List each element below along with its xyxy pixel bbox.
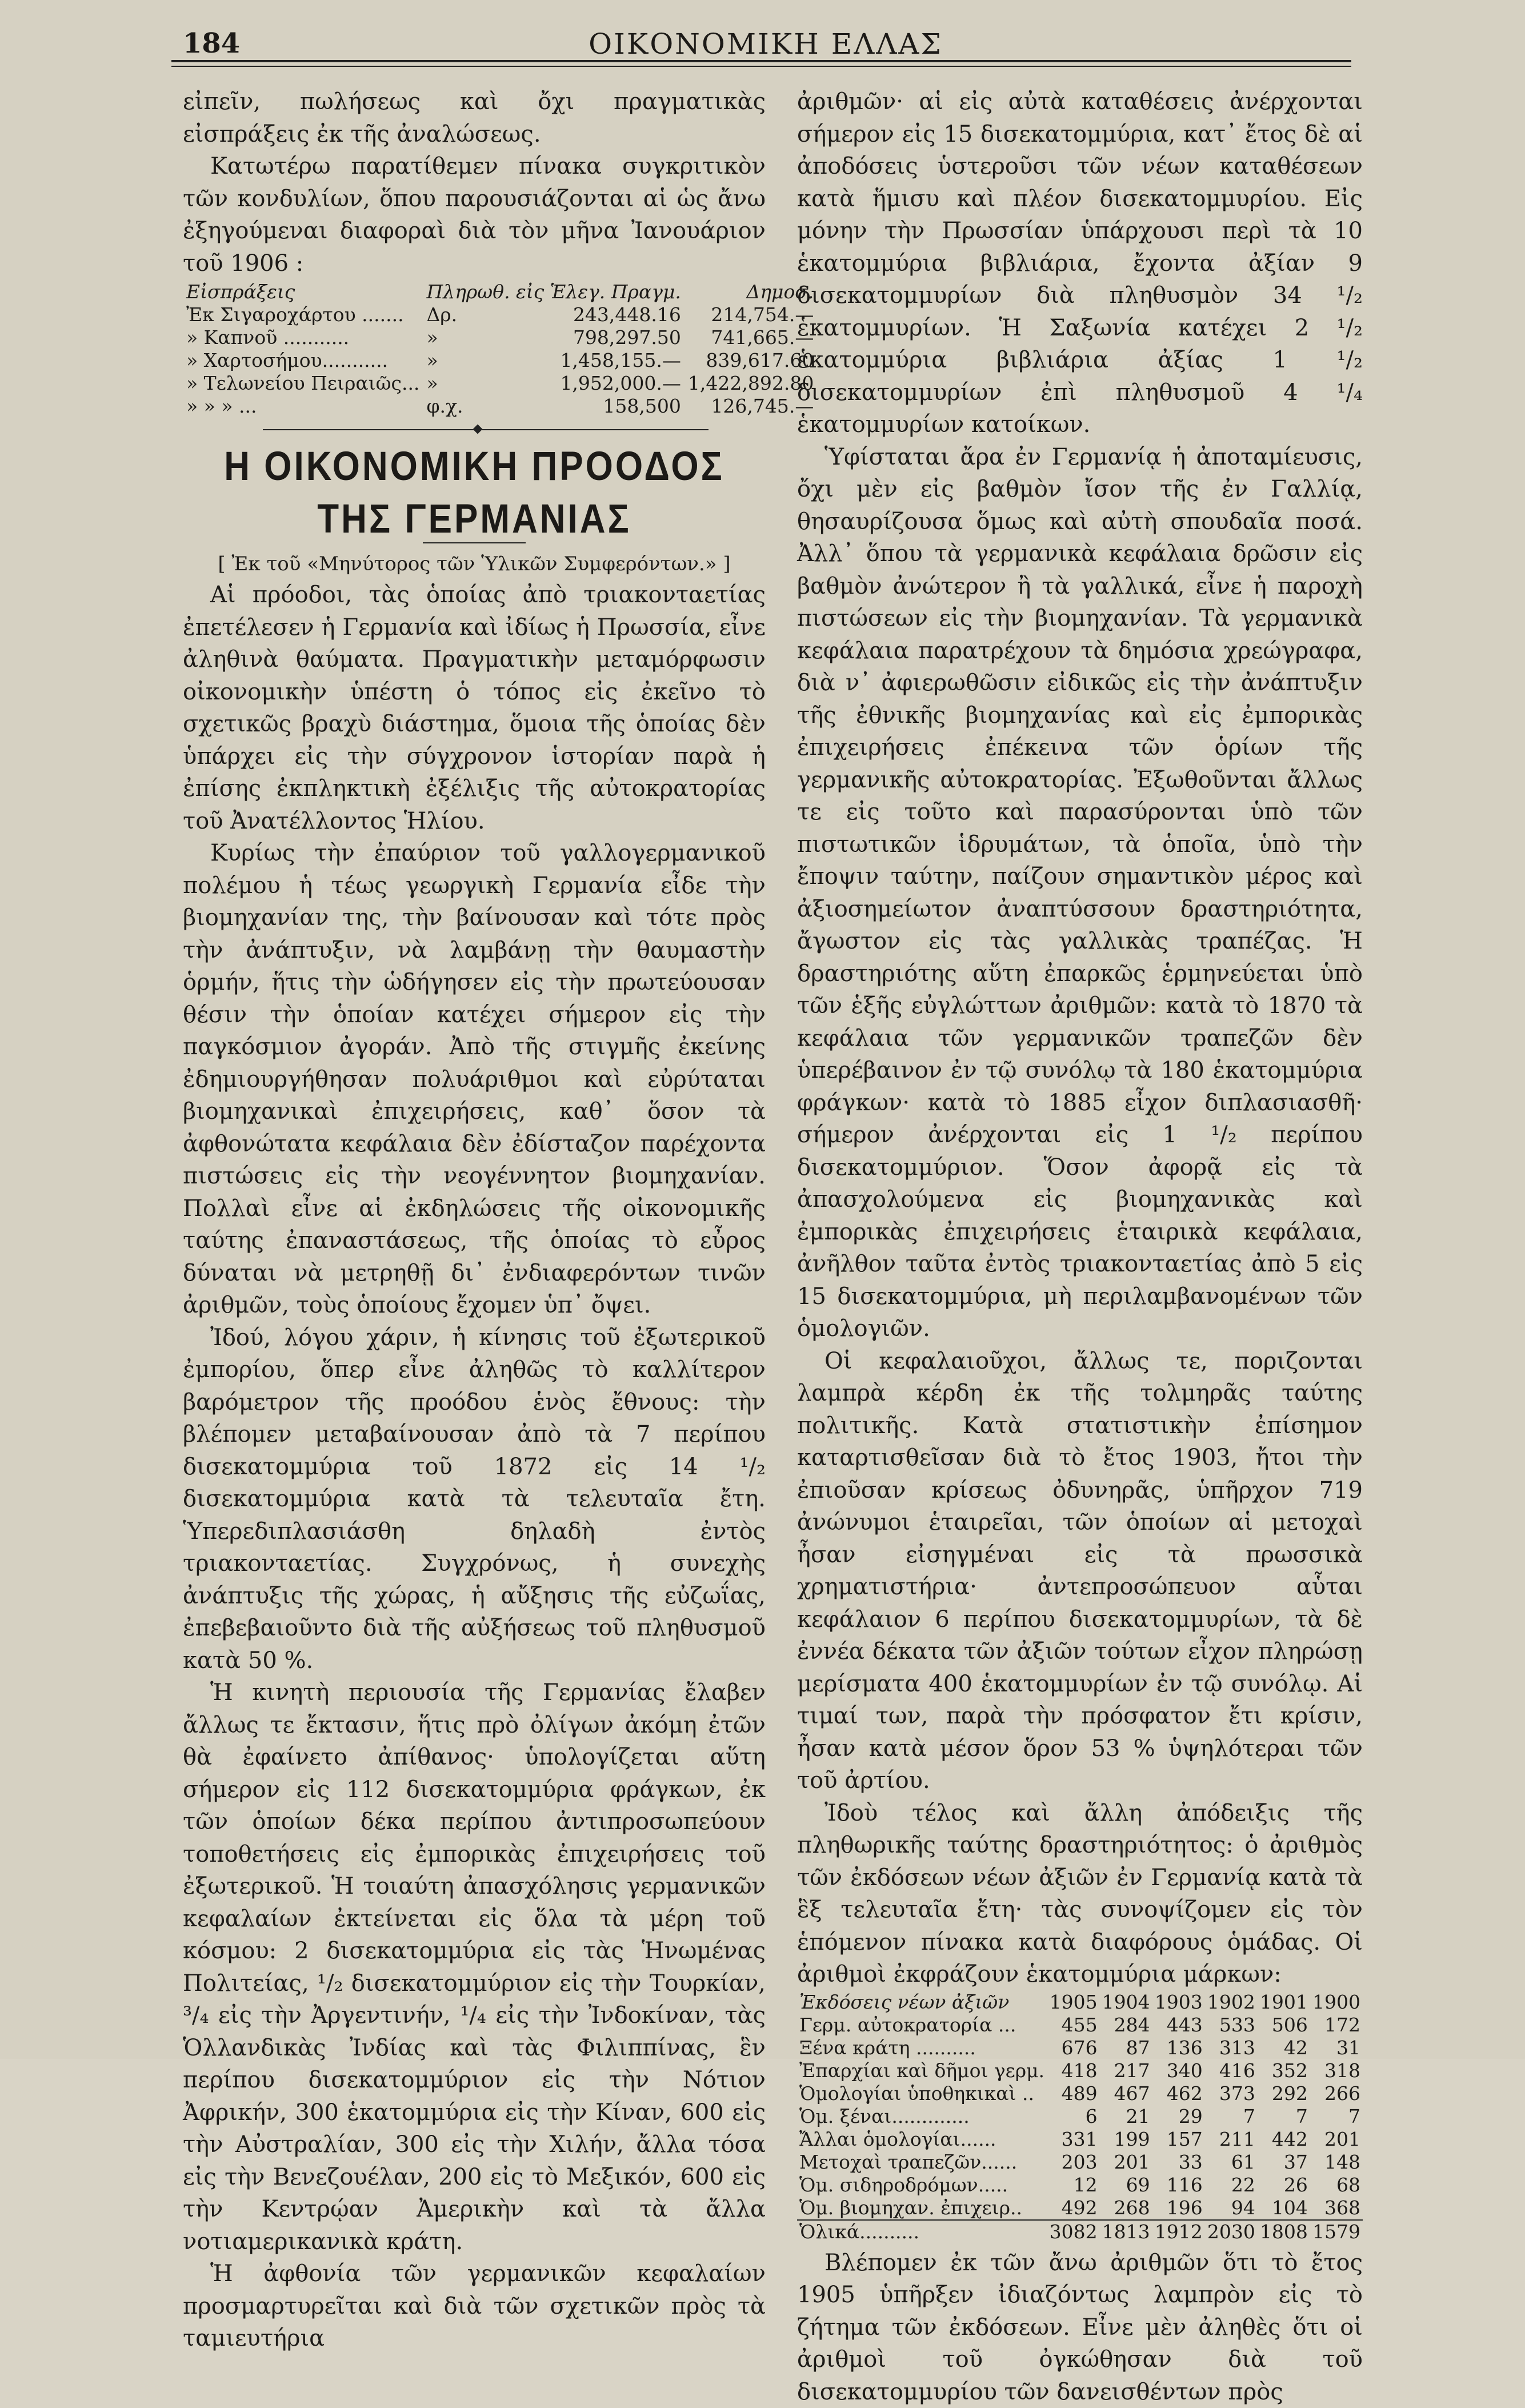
table-cell: » » » ... — [183, 395, 423, 418]
table-cell: 506 — [1258, 2014, 1310, 2037]
table-cell: 21 — [1100, 2105, 1152, 2128]
table-row — [797, 2197, 1363, 2220]
header-rule-thin — [171, 66, 1351, 67]
row-label: Ὁμ. ξέναι............. — [797, 2105, 1047, 2128]
body-paragraph: Βλέπομεν ἐκ τῶν ἄνω ἀριθμῶν ὅτι τὸ ἔτος 1905 ὑπῆρξεν ἰδιαζόντως λαμπρὸν εἰς τὸ ζήτημα τῶν ἐκδόσεων. Εἶνε μὲν ἀληθὲς ὅτι οἱ ἀριθμοὶ τοῦ ὀγκώθησαν διὰ τοῦ δισεκατομμυρίου τῶν δανεισθέντων πρὸς — [797, 2247, 1363, 2408]
table-cell: 373 — [1205, 2082, 1258, 2105]
divider-line — [263, 429, 709, 430]
table-cell: 368 — [1310, 2197, 1363, 2220]
revenue-header-cell: Δημοσ. — [685, 281, 817, 303]
table-cell: 313 — [1205, 2037, 1258, 2059]
source-note: [ Ἐκ τοῦ «Μηνύτορος τῶν Ὑλικῶν Συμφερόντων.» ] — [183, 549, 766, 579]
total-cell: 3082 — [1047, 2220, 1100, 2243]
table-cell: 68 — [1310, 2174, 1363, 2197]
table-cell: 61 — [1205, 2151, 1258, 2174]
intro-paragraph: Κατωτέρω παρατίθεμεν πίνακα συγκριτικὸν τῶν κονδυλίων, ὅπου παρουσιάζονται αἱ ὡς ἄνω ἐξηγούμεναι διαφοραὶ διὰ τὸν μῆνα Ἰανουάριον τοῦ 1906 : — [183, 150, 766, 279]
table-cell: 104 — [1258, 2197, 1310, 2220]
table-cell: 489 — [1047, 2082, 1100, 2105]
table-cell: 217 — [1100, 2059, 1152, 2082]
table-cell: 22 — [1205, 2174, 1258, 2197]
table-cell: 1,458,155.— — [490, 349, 685, 372]
total-cell: 2030 — [1205, 2220, 1258, 2243]
table-cell: 196 — [1152, 2197, 1205, 2220]
year-header: 1900 — [1310, 1991, 1363, 2014]
body-paragraph: Ἡ κινητὴ περιουσία τῆς Γερμανίας ἔλαβεν ἄλλως τε ἔκτασιν, ἥτις πρὸ ὀλίγων ἀκόμη ἐτῶν θὰ ἐφαίνετο ἀπίθανος· ὑπολογίζεται αὕτη σήμερον εἰς 112 δισεκατομμύρια φράγκων, ἐκ τῶν ὁποίων δέκα περίπου ἀντιπροσωπεύουν τοποθετήσεις εἰς ἐμπορικὰς ἐπιχειρήσεις τοῦ ἐξωτερικοῦ. Ἡ τοιαύτη ἀπασχόλησις γερμανικῶν κεφαλαίων ἐκτείνεται εἰς ὅλα τὰ μέρη τοῦ κόσμου: 2 δισεκατομμύρια εἰς τὰς Ἡνωμένας Πολιτείας, ¹/₂ δισεκατομμύριον εἰς τὴν Τουρκίαν, ³/₄ εἰς τὴν Ἀργεντινήν, ¹/₄ εἰς τὴν Ἰνδοκίναν, τὰς Ὁλλανδικὰς Ἰνδίας καὶ τὰς Φιλιππίνας, ἓν περίπου δισεκατομμύριον εἰς τὴν Νότιον Ἀφρικήν, 300 ἑκατομμύρια εἰς τὴν Κίναν, 600 εἰς τὴν Αὐστραλίαν, 300 εἰς τὴν Χιλήν, ἄλλα τόσα εἰς τὴν Βενεζουέλαν, 200 εἰς τὸ Μεξικόν, 600 εἰς τὴν Κεντρῴαν Ἀμερικὴν καὶ τὰ ἄλλα νοτιαμερικανικὰ κράτη. — [183, 1677, 766, 2258]
table-cell: 7 — [1205, 2105, 1258, 2128]
row-label: Ἄλλαι ὁμολογίαι...... — [797, 2128, 1047, 2151]
running-title: ΟΙΚΟΝΟΜΙΚΗ ΕΛΛΑΣ — [171, 27, 1360, 61]
year-header: 1904 — [1100, 1991, 1152, 2014]
body-paragraph: Αἱ πρόοδοι, τὰς ὁποίας ἀπὸ τριακονταετίας ἐπετέλεσεν ἡ Γερμανία καὶ ἰδίως ἡ Πρωσσία, εἶνε ἀληθινὰ θαύματα. Πραγματικὴν μεταμόρφωσιν οἰκονομικὴν ὑπέστη ὁ τόπος εἰς ἐκεῖνο τὸ σχετικῶς βραχὺ διάστημα, ὅμοια τῆς ὁποίας δὲν ὑπάρχει εἰς τὴν σύγχρονον ἱστορίαν παρὰ ἡ ἐπίσης ἐκπληκτικὴ ἐξέλιξις τῆς αὐτοκρατορίας τοῦ Ἀνατέλλοντος Ἡλίου. — [183, 579, 766, 837]
body-paragraph: Ἰδοὺ τέλος καὶ ἄλλη ἀπόδειξις τῆς πληθωρικῆς ταύτης δραστηριότητος: ὁ ἀριθμὸς τῶν ἐκδόσεων νέων ἀξιῶν ἐν Γερμανίᾳ κατὰ τὰ ἓξ τελευταῖα ἔτη· τὰς συνοψίζομεν εἰς τὸν ἑπόμενον πίνακα κατὰ διαφόρους ὁμάδας. Οἱ ἀριθμοὶ ἐκφράζουν ἑκατομμύρια μάρκων: — [797, 1797, 1363, 1991]
securities-header-label: Ἐκδόσεις νέων ἀξιῶν — [797, 1991, 1047, 2014]
table-cell: 467 — [1100, 2082, 1152, 2105]
table-cell: 266 — [1310, 2082, 1363, 2105]
table-cell: 318 — [1310, 2059, 1363, 2082]
body-paragraph: Κυρίως τὴν ἐπαύριον τοῦ γαλλογερμανικοῦ πολέμου ἡ τέως γεωργικὴ Γερμανία εἶδε τὴν βιομηχανίαν της, τὴν βαίνουσαν καὶ τότε πρὸς τὴν ἀνάπτυξιν, νὰ λαμβάνῃ τὴν θαυμαστὴν ὁρμήν, ἥτις τὴν ὡδήγησεν εἰς τὴν πρωτεύουσαν θέσιν τὴν ὁποίαν κατέχει σήμερον εἰς τὴν παγκόσμιον ἀγοράν. Ἀπὸ τῆς στιγμῆς ἐκείνης ἐδημιουργήθησαν πολυάριθμοι καὶ εὐρύταται βιομηχανικαὶ ἐπιχειρήσεις, καθ᾽ ὅσον τὰ ἀφθονώτατα κεφάλαια δὲν ἐδίσταζον παρέχοντα πιστώσεις εἰς τὴν νεογέννητον βιομηχανίαν. Πολλαὶ εἶνε αἱ ἐκδηλώσεις τῆς οἰκονομικῆς ταύτης ἐπαναστάσεως, τῆς ὁποίας τὸ εὖρος δύναται νὰ μετρηθῇ δι᾽ ἐνδιαφερόντων τινῶν ἀριθμῶν, τοὺς ὁποίους ἔχομεν ὑπ᾽ ὄψει. — [183, 837, 766, 1322]
table-cell: φ.χ. — [423, 395, 489, 418]
table-cell: 1,422,892.80 — [685, 372, 817, 395]
securities-table — [797, 1991, 1363, 2243]
year-header: 1902 — [1205, 1991, 1258, 2014]
table-cell: 243,448.16 — [490, 303, 685, 326]
table-cell: 136 — [1152, 2037, 1205, 2059]
table-row — [797, 2082, 1363, 2105]
table-cell: 211 — [1205, 2128, 1258, 2151]
table-cell: 443 — [1152, 2014, 1205, 2037]
table-cell: 33 — [1152, 2151, 1205, 2174]
table-cell: 416 — [1205, 2059, 1258, 2082]
table-cell: Δρ. — [423, 303, 489, 326]
body-paragraph: Ὑφίσταται ἄρα ἐν Γερμανίᾳ ἡ ἀποταμίευσις, ὄχι μὲν εἰς βαθμὸν ἴσον τῆς ἐν Γαλλίᾳ, θησαυρίζουσα ὅμως καὶ αὐτὴ σπουδαῖα ποσά. Ἀλλ᾽ ὅπου τὰ γερμανικὰ κεφάλαια δρῶσιν εἰς βαθμὸν ἀνώτερον ἢ τὰ γαλλικά, εἶνε ἡ παροχὴ πιστώσεων εἰς τὴν βιομηχανίαν. Τὰ γερμανικὰ κεφάλαια παρατρέχουν τὰ δημόσια χρεώγραφα, διὰ ν᾽ ἀφιερωθῶσιν εἰδικῶς εἰς τὴν ἀνάπτυξιν τῆς ἐθνικῆς βιομηχανίας καὶ εἰς ἐμπορικὰς ἐπιχειρήσεις ἐπέκεινα τῶν ὁρίων τῆς γερμανικῆς αὐτοκρατορίας. Ἐξωθοῦνται ἄλλως τε εἰς τοῦτο καὶ παρασύρονται ὑπὸ τῶν πιστωτικῶν ἱδρυμάτων, τὰ ὁποῖα, ὑπὸ τὴν ἔποψιν ταύτην, παίζουν σημαντικὸν μέρος καὶ ἀξιοσημείωτον ἀναπτύσσουν δραστηριότητα, ἄγωστον εἰς τὰς γαλλικὰς τραπέζας. Ἡ δραστηριότης αὕτη ἐπαρκῶς ἑρμηνεύεται ὑπὸ τῶν ἑξῆς εὐγλώττων ἀριθμῶν: κατὰ τὸ 1870 τὰ κεφάλαια τῶν γερμανικῶν τραπεζῶν δὲν ὑπερέβαινον ἐν τῷ συνόλῳ τὰ 180 ἑκατομμύρια φράγκων· κατὰ τὸ 1885 εἶχον διπλασιασθῆ· σήμερον ἀνέρχονται εἰς 1 ¹/₂ περίπου δισεκατομμύριον. Ὅσον ἀφορᾷ εἰς τὰ ἀπασχολούμενα εἰς βιομηχανικὰς καὶ ἐμπορικὰς ἐπιχειρήσεις ἑταιρικὰ κεφάλαια, ἀνῆλθον ταῦτα ἐντὸς τριακονταετίας ἀπὸ 5 εἰς 15 δισεκατομμύρια, μὴ περιλαμβανομένων τῶν ὁμολογιῶν. — [797, 441, 1363, 1345]
left-column — [183, 86, 766, 2355]
row-label: Ὁμ. σιδηροδρόμων..... — [797, 2174, 1047, 2197]
body-paragraph: Ἡ ἀφθονία τῶν γερμανικῶν κεφαλαίων προσμαρτυρεῖται καὶ διὰ τῶν σχετικῶν πρὸς τὰ ταμιευτήρια — [183, 2258, 766, 2355]
table-cell: 69 — [1100, 2174, 1152, 2197]
table-cell: 116 — [1152, 2174, 1205, 2197]
table-cell: 42 — [1258, 2037, 1310, 2059]
row-label: Γερμ. αὐτοκρατορία ... — [797, 2014, 1047, 2037]
table-cell: 201 — [1100, 2151, 1152, 2174]
body-paragraph: Ἰδού, λόγου χάριν, ἡ κίνησις τοῦ ἐξωτερικοῦ ἐμπορίου, ὅπερ εἶνε ἀληθῶς τὸ καλλίτερον βαρόμετρον τῆς προόδου ἑνὸς ἔθνους: τὴν βλέπομεν μεταβαίνουσαν ἀπὸ τὰ 7 περίπου δισεκατομμύρια τοῦ 1872 εἰς 14 ¹/₂ δισεκατομμύρια κατὰ τὰ τελευταῖα ἔτη. Ὑπερεδιπλασιάσθη δηλαδὴ ἐντὸς τριακονταετίας. Συγχρόνως, ἡ συνεχὴς ἀνάπτυξις τῆς χώρας, ἡ αὔξησις τῆς εὐζωΐας, ἐπεβεβαιοῦντο διὰ τῆς αὐξήσεως τοῦ πληθυσμοῦ κατὰ 50 %. — [183, 1322, 766, 1677]
table-cell: » Καπνοῦ ........... — [183, 326, 423, 349]
table-cell: 492 — [1047, 2197, 1100, 2220]
total-cell: 1813 — [1100, 2220, 1152, 2243]
intro-paragraph: εἰπεῖν, πωλήσεως καὶ ὄχι πραγματικὰς εἰσπράξεις ἐκ τῆς ἀναλώσεως. — [183, 86, 766, 150]
row-label: Μετοχαὶ τραπεζῶν...... — [797, 2151, 1047, 2174]
table-cell: 798,297.50 — [490, 326, 685, 349]
table-cell: 87 — [1100, 2037, 1152, 2059]
table-cell: 148 — [1310, 2151, 1363, 2174]
table-cell: 26 — [1258, 2174, 1310, 2197]
row-label: Ὁμ. βιομηχαν. ἐπιχειρ.. — [797, 2197, 1047, 2220]
table-cell: 37 — [1258, 2151, 1310, 2174]
table-cell: 158,500 — [490, 395, 685, 418]
table-cell: 94 — [1205, 2197, 1258, 2220]
table-cell: Ἐκ Σιγαροχάρτου ....... — [183, 303, 423, 326]
table-cell: 157 — [1152, 2128, 1205, 2151]
right-column — [797, 86, 1363, 2408]
revenue-table-header — [183, 281, 817, 303]
table-cell: 839,617.60 — [685, 349, 817, 372]
securities-header-row — [797, 1991, 1363, 2014]
total-cell: 1579 — [1310, 2220, 1363, 2243]
table-cell: 442 — [1258, 2128, 1310, 2151]
table-cell: 292 — [1258, 2082, 1310, 2105]
table-row — [797, 2037, 1363, 2059]
table-row — [183, 395, 817, 418]
table-cell: » — [423, 372, 489, 395]
body-paragraph: ἀριθμῶν· αἱ εἰς αὐτὰ καταθέσεις ἀνέρχονται σήμερον εἰς 15 δισεκατομμύρια, κατ᾽ ἔτος δὲ αἱ ἀποδόσεις ὑστεροῦσι τῶν νέων καταθέσεων κατὰ ἥμισυ καὶ πλέον δισεκατομμυρίου. Εἰς μόνην τὴν Πρωσσίαν ὑπάρχουσι περὶ τὰ 10 ἑκατομμύρια βιβλιάρια, ἔχοντα ἀξίαν 9 δισεκατομμυρίων διὰ πληθυσμὸν 34 ¹/₂ ἑκατομμυρίων. Ἡ Σαξωνία κατέχει 2 ¹/₂ ἑκατομμύρια βιβλιάρια ἀξίας 1 ¹/₂ δισεκατομμυρίων ἐπὶ πληθυσμοῦ 4 ¹/₄ ἑκατομμυρίων κατοίκων. — [797, 86, 1363, 441]
table-cell: » Τελωνείου Πειραιῶς... — [183, 372, 423, 395]
securities-total-row — [797, 2220, 1363, 2243]
table-cell: » Χαρτοσήμου........... — [183, 349, 423, 372]
table-row — [183, 372, 817, 395]
table-cell: 331 — [1047, 2128, 1100, 2151]
table-cell: 12 — [1047, 2174, 1100, 2197]
table-cell: » — [423, 349, 489, 372]
table-cell: 7 — [1258, 2105, 1310, 2128]
article-title: Η ΟΙΚΟΝΟΜΙΚΗ ΠΡΟΟΔΟΣ ΤΗΣ ΓΕΡΜΑΝΙΑΣ — [183, 441, 766, 546]
year-header: 1905 — [1047, 1991, 1100, 2014]
table-cell: 340 — [1152, 2059, 1205, 2082]
table-cell: 29 — [1152, 2105, 1205, 2128]
table-cell: 676 — [1047, 2037, 1100, 2059]
table-cell: 418 — [1047, 2059, 1100, 2082]
header-rule — [171, 60, 1351, 62]
revenue-table — [183, 281, 817, 418]
table-row — [797, 2128, 1363, 2151]
table-cell: 172 — [1310, 2014, 1363, 2037]
securities-table-body — [797, 2014, 1363, 2220]
total-label: Ὁλικά.......... — [797, 2220, 1047, 2243]
table-cell: 6 — [1047, 2105, 1100, 2128]
section-divider — [183, 421, 766, 442]
table-row — [183, 326, 817, 349]
row-label: Ξένα κράτη .......... — [797, 2037, 1047, 2059]
total-cell: 1912 — [1152, 2220, 1205, 2243]
revenue-header-cell: Εἰσπράξεις — [183, 281, 423, 303]
table-cell: 741,665.— — [685, 326, 817, 349]
revenue-header-cell: Πληρωθ. εἰς Ἑλεγ. Πραγμ. — [423, 281, 684, 303]
total-cell: 1808 — [1258, 2220, 1310, 2243]
table-cell: 126,745.— — [685, 395, 817, 418]
table-cell: 214,754.— — [685, 303, 817, 326]
row-label: Ἐπαρχίαι καὶ δῆμοι γερμ. — [797, 2059, 1047, 2082]
table-row — [797, 2059, 1363, 2082]
table-cell: 199 — [1100, 2128, 1152, 2151]
table-cell: » — [423, 326, 489, 349]
table-row — [797, 2105, 1363, 2128]
table-cell: 7 — [1310, 2105, 1363, 2128]
table-cell: 462 — [1152, 2082, 1205, 2105]
year-header: 1903 — [1152, 1991, 1205, 2014]
page-number: 184 — [183, 27, 240, 59]
table-cell: 201 — [1310, 2128, 1363, 2151]
table-row — [183, 349, 817, 372]
table-cell: 31 — [1310, 2037, 1363, 2059]
table-cell: 268 — [1100, 2197, 1152, 2220]
table-cell: 455 — [1047, 2014, 1100, 2037]
table-cell: 533 — [1205, 2014, 1258, 2037]
table-cell: 352 — [1258, 2059, 1310, 2082]
divider-ornament — [473, 425, 483, 434]
table-cell: 203 — [1047, 2151, 1100, 2174]
row-label: Ὁμολογίαι ὑποθηκικαὶ .. — [797, 2082, 1047, 2105]
table-row — [797, 2014, 1363, 2037]
body-paragraph: Οἱ κεφαλαιοῦχοι, ἄλλως τε, ποριζονται λαμπρὰ κέρδη ἐκ τῆς τολμηρᾶς ταύτης πολιτικῆς. Κατὰ στατιστικὴν ἐπίσημον καταρτισθεῖσαν διὰ τὸ ἔτος 1903, ἤτοι τὴν ἐπιοῦσαν κρίσεως ὀδυνηρᾶς, ὑπῆρχον 719 ἀνώνυμοι ἑταιρεῖαι, τῶν ὁποίων αἱ μετοχαὶ ἦσαν εἰσηγμέναι εἰς τὰ πρωσσικὰ χρηματιστήρια· ἀντεπροσώπευον αὗται κεφάλαιον 6 περίπου δισεκατομμυρίων, τὰ δὲ ἐννέα δέκατα τῶν ἀξιῶν τούτων εἶχον πληρώσῃ μερίσματα 400 ἑκατομμυρίων ἐν τῷ συνόλῳ. Αἱ τιμαί των, παρὰ τὴν πρόσφατον ἔτι κρίσιν, ἦσαν κατὰ μέσον ὅρον 53 % ὑψηλότεραι τῶν τοῦ ἀρτίου. — [797, 1345, 1363, 1797]
table-row — [797, 2174, 1363, 2197]
table-cell: 284 — [1100, 2014, 1152, 2037]
year-header: 1901 — [1258, 1991, 1310, 2014]
table-cell: 1,952,000.— — [490, 372, 685, 395]
table-row — [183, 303, 817, 326]
table-row — [797, 2151, 1363, 2174]
